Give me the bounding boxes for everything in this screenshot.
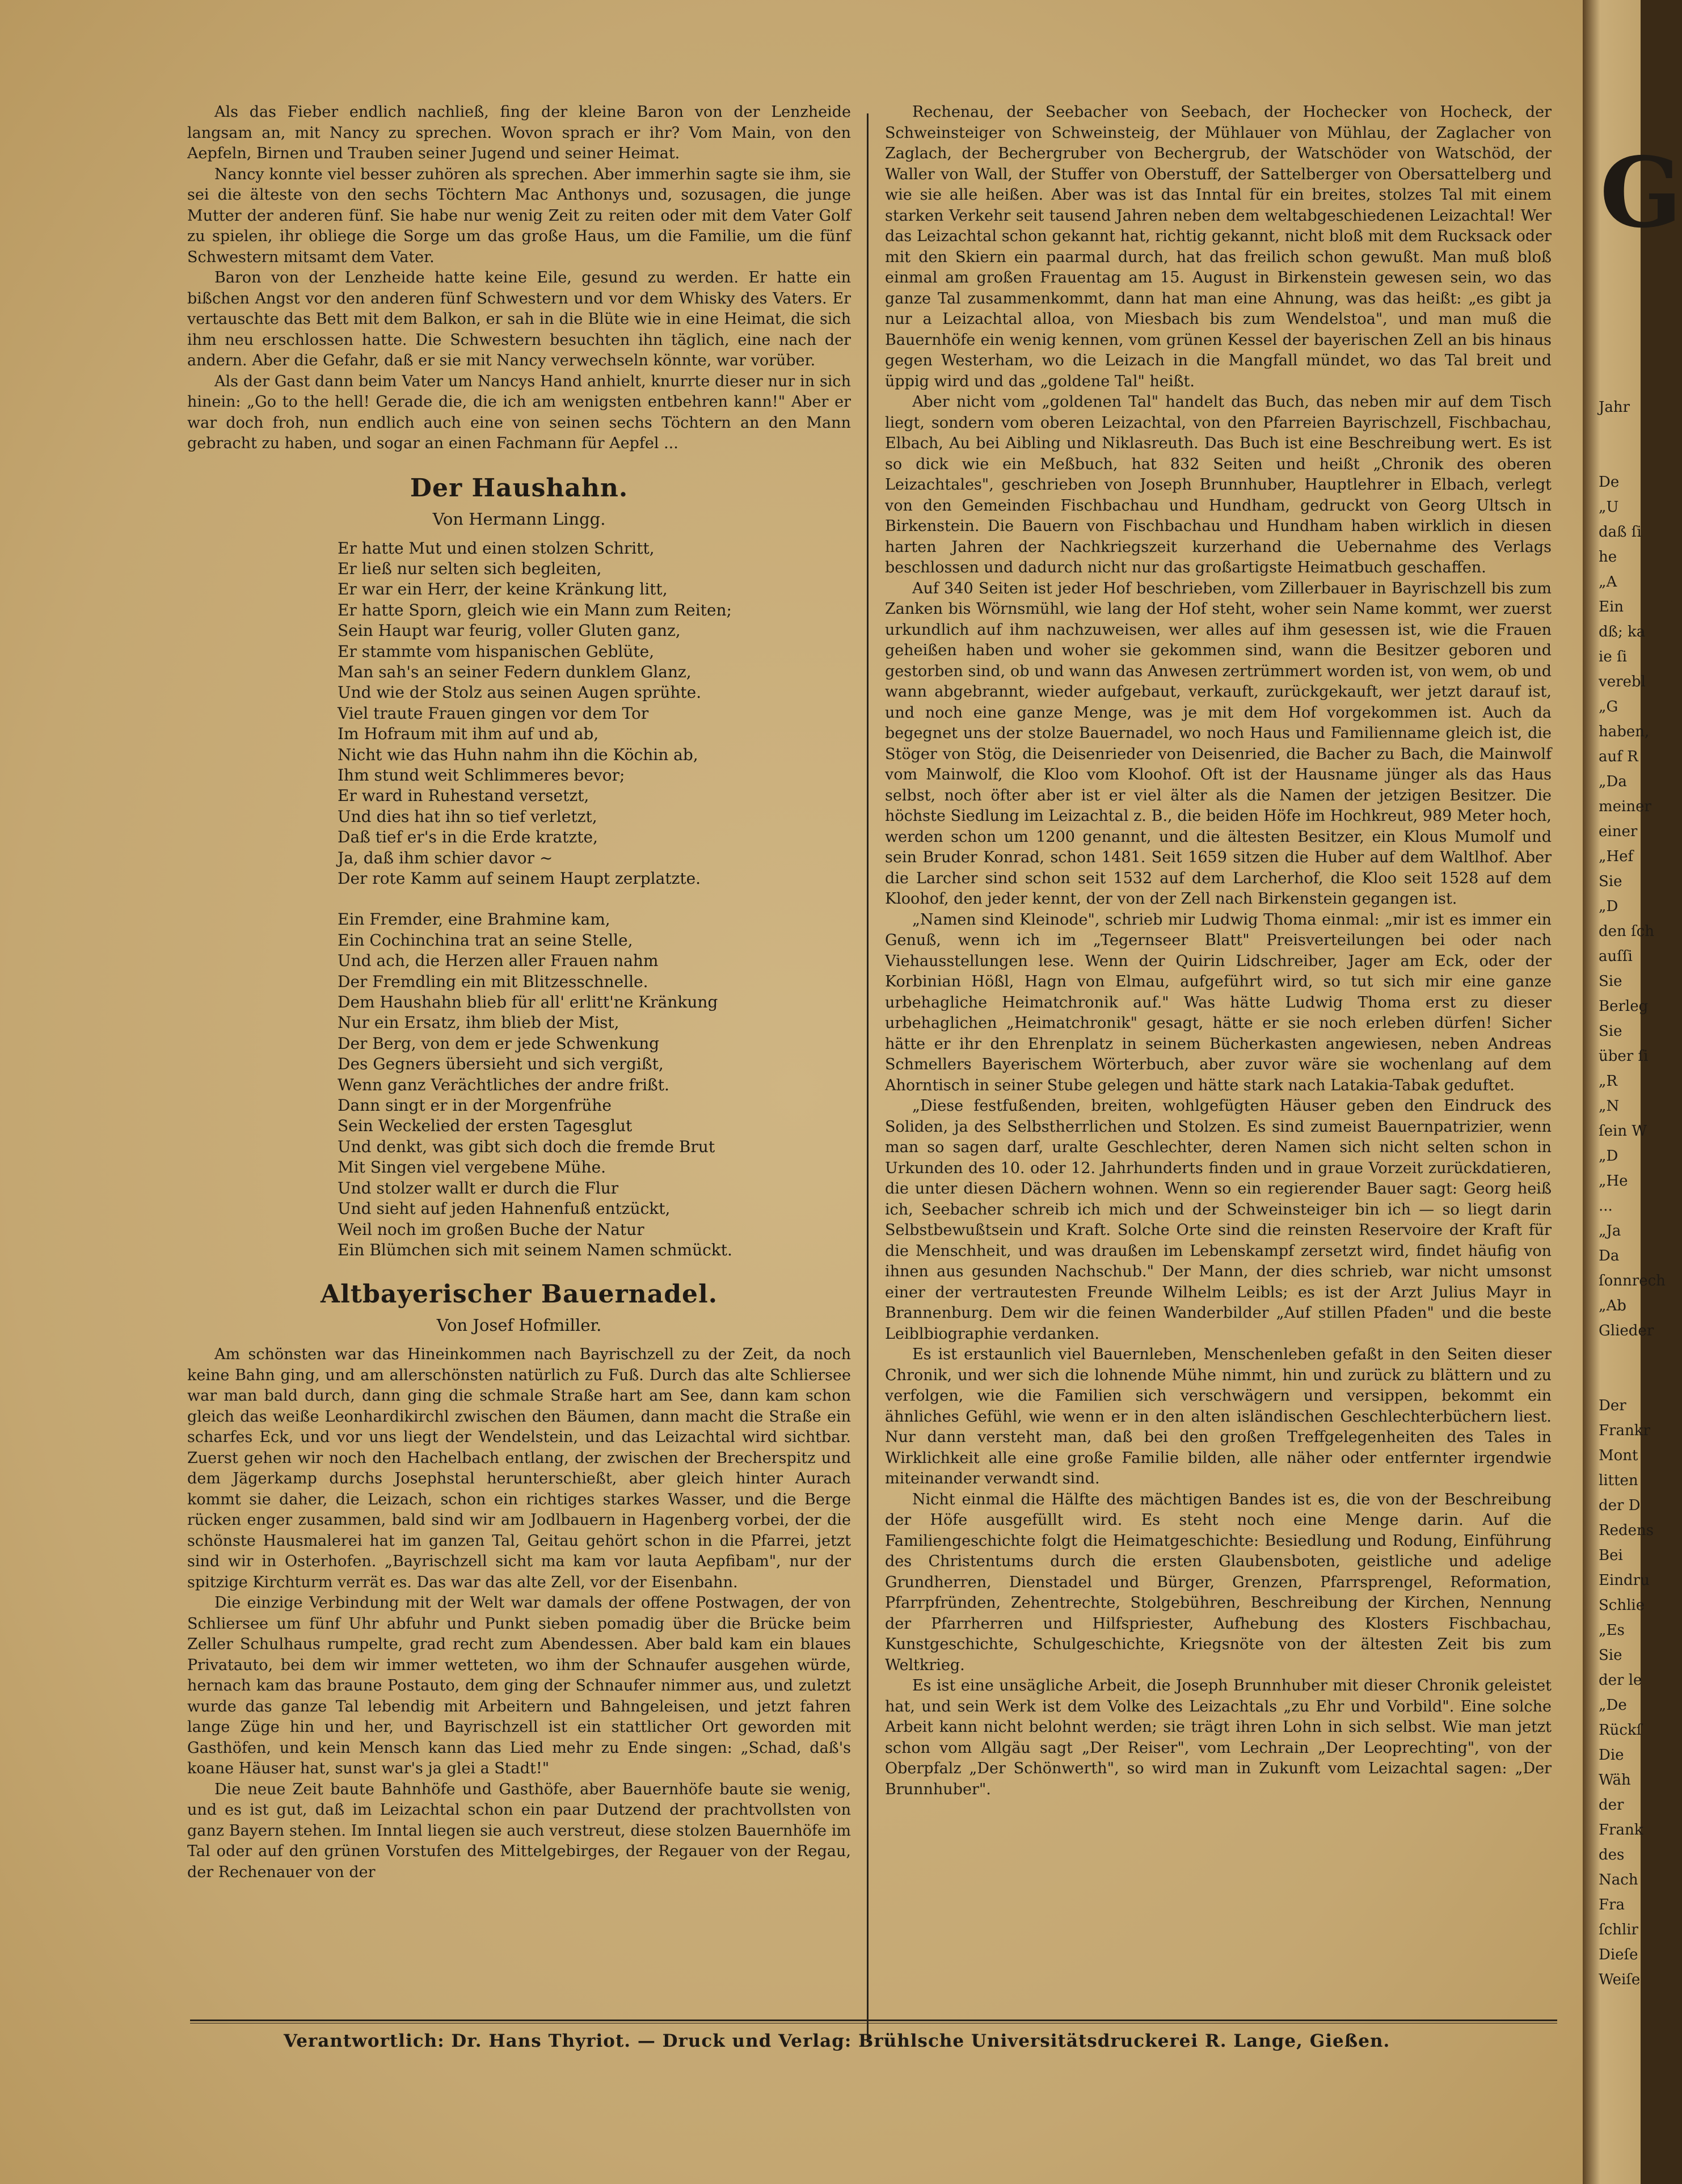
poem-line: Man sah's an seiner Federn dunklem Glanz,	[338, 662, 692, 681]
strip-line: meiner	[1599, 798, 1651, 815]
footer-rule	[190, 2019, 1557, 2021]
strip-line: ſonnrech	[1599, 1272, 1666, 1289]
strip-line: „D	[1599, 898, 1618, 915]
poem-line: Und sieht auf jeden Hahnenfuß entzückt,	[338, 1199, 671, 1219]
strip-line: haben,	[1599, 723, 1650, 740]
strip-line: Sie	[1599, 973, 1622, 990]
paragraph: Nicht einmal die Hälfte des mächtigen Bandes ist es, die von der Beschreibung der Höfe ausgefüllt wird. Es steht noch eine Menge darin. Auf die Familiengeschichte folgt die Heimatgeschichte: Besiedlung und Rodung, Einführung des Christentums durch die ersten Glaubensboten, geistliche und adelige Grundherren, Dienstadel und Bürger, Grenzen, Pfarrsprengel, Reformation, Pfarrpfründen, Zehentrechte, Stolgebühren, Beschreibung der Kirchen, Nennung der Pfarrherren und Hilfspriester, Aufhebung des Klosters Fischbachau, Kunstgeschichte, Schulgeschichte, Kriegsnöte von der ältesten Zeit bis zum Weltkrieg.	[885, 1490, 1552, 1674]
paragraph: Als das Fieber endlich nachließ, fing der kleine Baron von der Lenzheide langsam an, mit Nancy zu sprechen. Wovon sprach er ihr? Vom Main, von den Aepfeln, Birnen und Trauben seiner Jugend und seiner Heimat.	[187, 103, 851, 162]
poem-line: Im Hofraum mit ihm auf und ab,	[338, 724, 599, 744]
poem-line: Nur ein Ersatz, ihm blieb der Mist,	[338, 1013, 619, 1032]
essay-title: Altbayerischer Bauernadel.	[320, 1280, 718, 1309]
poem-line: Sein Haupt war feurig, voller Gluten ganz,	[338, 621, 681, 640]
poem-line: Er war ein Herr, der keine Kränkung litt,	[338, 580, 668, 599]
poem-line: Er stammte vom hispanischen Geblüte,	[338, 642, 655, 661]
paragraph: Es ist eine unsägliche Arbeit, die Joseph Brunnhuber mit dieser Chronik geleistet hat, und sein Werk ist dem Volke des Leizachtals „zu Ehr und Vorbild". Eine solche Arbeit kann nicht belohnt werden; sie trägt ihren Lohn in sich selbst. Wie man jetzt schon vom Allgäu sagt „Der Reiser", vom Lechrain „Der Leoprechting", von der Oberpfalz „Der Schönwerth", so wird man in Zukunft vom Leizachtal sagen: „Der Brunnhuber".	[885, 1677, 1552, 1798]
strip-line: Der	[1599, 1397, 1626, 1414]
strip-line: Sie	[1599, 1647, 1622, 1664]
poem-line: Und wie der Stolz aus seinen Augen sprühte.	[338, 683, 702, 702]
strip-line: „Hef	[1599, 848, 1634, 865]
paragraph: Es ist erstaunlich viel Bauernleben, Menschenleben gefaßt in den Seiten dieser Chronik, und wer sich die lohnende Mühe nimmt, hin und zurück zu blättern und zu verfolgen, wie die Familien sich verschwägern und versippen, bekommt ein ähnliches Gefühl, wie wenn er in den alten isländischen Geschlechterbüchern liest. Nur dann versteht man, daß bei den großen Treffgelegenheiten des Tales in Wirklichkeit alle eine große Familie bilden, alle näher oder entfernter irgendwie miteinander verwandt sind.	[885, 1346, 1552, 1487]
paragraph: Am schönsten war das Hineinkommen nach Bayrischzell zu der Zeit, da noch keine Bahn ging, und am allerschönsten natürlich zu Fuß. Durch das alte Schliersee war man bald durch, dann ging die schmale Straße hart am See, dann kam schon gleich das weiße Leonhardikirchl zwischen den Bäumen, dann macht die Straße ein scharfes Eck, und vor uns liegt der Wendelstein, und das Leizachtal wird sichtbar. Zuerst gehen wir noch den Hachelbach entlang, der zwischen der Brecherspitz und dem Jägerkamp durchs Josephstal herunterschießt, aber gleich hinter Aurach kommt sie daher, die Leizach, schon ein richtiges starkes Wasser, und die Berge rücken enger zusammen, bald sind wir am Jodlbauern in Hagenberg vorbei, der die schönste Hausmalerei hat im ganzen Tal, Geitau gehört schon in die Pfarrei, jetzt sind wir in Osterhofen. „Bayrischzell sicht ma kam vor lauta Aepfibam", nur der spitzige Kirchturm verrät es. Das war das alte Zell, vor der Eisenbahn.	[187, 1346, 851, 1591]
strip-line: über ſi	[1599, 1048, 1649, 1065]
paragraph: Auf 340 Seiten ist jeder Hof beschrieben, vom Zillerbauer in Bayrischzell bis zum Zanken bis Wörnsmühl, wie lang der Hof steht, woher sein Name kommt, wer zuerst urkundlich auf ihm nachzuweisen, wer alles auf ihm gesessen ist, wie die Frauen geheißen haben und woher sie gekommen sind, wann die Besitzer geboren und gestorben sind, ob und wann das Anwesen zertrümmert worden ist, von wem, ob und wann abgebrannt, wieder aufgebaut, verkauft, zurückgekauft, wer jetzt darauf ist, und noch eine ganze Menge, was je mit dem Hof vorgekommen ist. Auch da begegnet uns der stolze Bauernadel, wo noch Haus und Familienname gleich ist, die Stöger von Stög, die Deisenrieder von Deisenried, die Bacher zu Bach, die Mainwolf vom Mainwolf, die Kloo vom Kloohof. Oft ist der Hausname jünger als das Haus selbst, noch öfter aber ist er viel älter als die Namen der jetzigen Besitzer. Die höchste Siedlung im Leizachtal z. B., die beiden Höfe im Hochkreut, 989 Meter hoch, werden schon um 1200 genannt, und die ältesten Besitzer, ein Klous Mumolf und sein Bruder Konrad, schon 1481. Seit 1659 sitzen die Huber auf dem Waltlhof. Aber die Larcher sind schon seit 1532 auf dem Larcherhof, die Kloo seit 1528 auf dem Kloohof, den jeder kennt, der von der Zell nach Birkenstein gegangen ist.	[885, 579, 1552, 908]
paragraph: Die einzige Verbindung mit der Welt war damals der offene Postwagen, der von Schliersee um fünf Uhr abfuhr und Punkt sieben pomadig über die Brücke beim Zeller Schulhaus rumpelte, grad recht zum Abendessen. Aber bald kam ein blaues Privatauto, bei dem wir immer wetteten, wo ihm der Schnaufer ausgehen würde, hernach kam das braune Postauto, dem ging der Schnaufer nimmer aus, und zuletzt wurde das ganze Tal lebendig mit Arbeitern und Bahngeleisen, und jetzt fahren lange Züge hin und her, und Bayrischzell ist ein stattlicher Ort geworden mit Gasthöfen, und kein Mensch kann das Lied mehr zu Ende singen: „Schad, daß's koane Häuser hat, sunst war's ja glei a Stadt!"	[187, 1594, 851, 1778]
strip-line: ſchlir	[1599, 1921, 1638, 1938]
strip-line: „Da	[1599, 773, 1627, 790]
strip-line: litten	[1599, 1472, 1638, 1489]
strip-line: ...	[1599, 1198, 1613, 1215]
strip-line: Ein	[1599, 598, 1624, 615]
strip-line: verebl	[1599, 673, 1646, 690]
poem-line: Sein Weckelied der ersten Tagesglut	[338, 1116, 633, 1136]
strip-line: auf R	[1599, 748, 1638, 765]
imprint-line: Verantwortlich: Dr. Hans Thyriot. — Druck und Verlag: Brühlsche Universitätsdruckerei R. Lange, Gießen.	[284, 2031, 1390, 2051]
strip-line: des	[1599, 1846, 1625, 1863]
strip-line: Sie	[1599, 873, 1622, 890]
poem-line: Weil noch im großen Buche der Natur	[338, 1220, 644, 1239]
strip-line: „He	[1599, 1173, 1628, 1190]
strip-line: auſſi	[1599, 948, 1633, 965]
strip-line: Jahr	[1599, 399, 1630, 416]
strip-line: Weiſe	[1599, 1971, 1641, 1988]
paragraph: „Diese festfußenden, breiten, wohlgefügten Häuser geben den Eindruck des Soliden, ja des Selbstherrlichen und Stolzen. Es sind zumeist Bauernpatrizier, wenn man so sagen darf, uralte Geschlechter, deren Namen sich nicht selten schon in Urkunden des 10. oder 12. Jahrhunderts finden und in graue Vorzeit zurückdatieren, die unter diesen Dächern wohnen. Wenn so ein regierender Bauer sagt: Georg heiß ich, Seebacher schreib ich mich und der Schweinsteiger bin ich — so liegt darin Selbstbewußtsein und Kraft. Solche Orte sind die reinsten Reservoire der Kraft für die Menschheit, und was draußen im Lebenskampf zersetzt wird, findet häufig von ihnen aus gesunden Nachschub." Der Mann, der dies schrieb, war nicht umsonst einer der vertrautesten Freunde Wilhelm Leibls; es ist der Arzt Julius Mayr in Brannenburg. Dem wir die feinen Wanderbilder „Auf stillen Pfaden" und die beste Leiblbiographie verdanken.	[885, 1097, 1552, 1343]
strip-line: Die	[1599, 1747, 1624, 1764]
strip-line: „Ab	[1599, 1297, 1626, 1314]
strip-line: „U	[1599, 499, 1619, 516]
next-page-masthead-letter: G	[1600, 136, 1682, 250]
strip-line: De	[1599, 474, 1620, 491]
poem-line: Ein Blümchen sich mit seinem Namen schmückt.	[338, 1240, 732, 1259]
strip-line: Bei	[1599, 1547, 1623, 1564]
poem-line: Er ließ nur selten sich begleiten,	[338, 559, 602, 578]
paragraph: Die neue Zeit baute Bahnhöfe und Gasthöfe, aber Bauernhöfe baute sie wenig, und es ist gut, daß im Leizachtal schon ein paar Dutzend der prachtvollsten von ganz Bayern stehen. Im Inntal liegen sie auch verstreut, diese stolzen Bauernhöfe im Tal oder auf den grünen Vorstufen des Mittelgebirges, der Regauer von der Regau, der Rechenauer von der	[187, 1780, 851, 1881]
paragraph: „Namen sind Kleinode", schrieb mir Ludwig Thoma einmal: „mir ist es immer ein Genuß, wenn ich im „Tegernseer Blatt" Preisverteilungen bei oder nach Viehausstellungen lese. Wenn der Quirin Lidschreiber, Jager am Eck, oder der Korbinian Hößl, Hagn von Elmau, aufgeführt wird, so tut sich mir eine ganze urbehagliche Heimatchronik auf." Was hätte Ludwig Thoma erst zu dieser urbehaglichen „Heimatchronik" gesagt, hätte er sie noch erleben dürfen! Sicher hätte er ihr den Ehrenplatz in seinem Bücherkasten angewiesen, neben Andreas Schmellers Bayerischem Wörterbuch, aber zuvor wäre sie wochenlang auf dem Ahorntisch in seiner Stube gelegen und hätte stark nach Latakia-Tabak geduftet.	[885, 910, 1552, 1094]
strip-line: Da	[1599, 1247, 1620, 1264]
strip-line: Schlie	[1599, 1597, 1645, 1614]
poem-stanza-1	[338, 538, 851, 889]
strip-line: Mont	[1599, 1447, 1638, 1464]
strip-line: Wäh	[1599, 1772, 1631, 1789]
strip-line: „Es	[1599, 1622, 1625, 1639]
paragraph: Rechenau, der Seebacher von Seebach, der Hochecker von Hocheck, der Schweinsteiger von Schweinsteig, der Mühlauer von Mühlau, der Zaglacher von Zaglach, der Bechergruber von Bechergrub, der Watschöder von Watschöd, der Waller von Wall, der Stuffer von Oberstuff, der Sattelberger von Obersattelberg und wie sie alle heißen. Aber was ist das Inntal für ein breites, stolzes Tal mit einem starken Verkehr seit tausend Jahren neben dem weltabgeschiedenen Leizachtal! Wer das Leizachtal schon gekannt hat, richtig gekannt, nicht bloß mit dem Rucksack oder mit den Skiern ein paarmal durch, hat das freilich schon gewußt. Man muß bloß einmal am großen Frauentag am 15. August in Birkenstein gewesen sein, wo das ganze Tal zusammenkommt, dann hat man eine Ahnung, was das heißt: „es gibt ja nur a Leizachtal alloa, von Miesbach bis zum Wendelstoa", und man muß die Bauernhöfe ein wenig kennen, vom grünen Kessel der bayerischen Zell an bis hinaus gegen Westerham, wo die Leizach in die Mangfall mündet, wo das Tal breit und üppig wird und das „goldene Tal" heißt.	[885, 103, 1552, 390]
strip-line: Fra	[1599, 1896, 1625, 1913]
poem-line: Der Fremdling ein mit Blitzesschnelle.	[338, 972, 648, 991]
strip-line: „Ja	[1599, 1222, 1621, 1239]
strip-line: „D	[1599, 1148, 1618, 1165]
paragraph: Als der Gast dann beim Vater um Nancys Hand anhielt, knurrte dieser nur in sich hinein: „Go to the hell! Gerade die, die ich am wenigsten entbehren kann!" Aber er war doch froh, nun endlich auch eine von seinen sechs Töchtern an den Mann gebracht zu haben, und sogar an einen Fachmann für Aepfel ...	[187, 372, 851, 452]
strip-line: daß ſi	[1599, 524, 1642, 541]
poem-line: Wenn ganz Verächtliches der andre frißt.	[338, 1075, 669, 1094]
poem-line: Daß tief er's in die Erde kratzte,	[338, 828, 598, 847]
poem-line: Er ward in Ruhestand versetzt,	[338, 786, 589, 806]
strip-line: „R	[1599, 1073, 1618, 1090]
poem-line: Ihm stund weit Schlimmeres bevor;	[338, 765, 625, 785]
poem-line: Nicht wie das Huhn nahm ihn die Köchin ab,	[338, 745, 698, 764]
strip-line: den ſch	[1599, 923, 1654, 940]
poem-stanza-2	[338, 909, 851, 1260]
poem-line: Mit Singen viel vergebene Mühe.	[338, 1158, 606, 1177]
column-divider	[867, 113, 869, 2042]
poem-line: Dann singt er in der Morgenfrühe	[338, 1096, 612, 1115]
poem-line: Viel traute Frauen gingen vor dem Tor	[338, 703, 649, 723]
poem-line: Des Gegners übersieht und sich vergißt,	[338, 1055, 664, 1074]
strip-line: „G	[1599, 698, 1618, 715]
strip-line: Rückſ	[1599, 1722, 1642, 1739]
strip-line: Glieder	[1599, 1322, 1654, 1339]
left-column	[187, 102, 851, 1883]
paragraph: Nancy konnte viel besser zuhören als sprechen. Aber immerhin sagte sie ihm, sie sei die älteste von den sechs Töchtern Mac Anthonys und, sozusagen, die junge Mutter der anderen fünf. Sie habe nur wenig Zeit zu reiten oder mit dem Vater Golf zu spielen, ihr obliege die Sorge um das große Haus, um die Familie, um die fünf Schwestern mitsamt dem Vater.	[187, 165, 851, 266]
strip-line: he	[1599, 549, 1617, 566]
strip-line: ie ſi	[1599, 648, 1627, 665]
strip-line: Dieſe	[1599, 1946, 1638, 1963]
strip-line: der le	[1599, 1672, 1642, 1689]
strip-line: Sie	[1599, 1023, 1622, 1040]
poem-line: Und stolzer wallt er durch die Flur	[338, 1178, 619, 1198]
strip-line: dß; ka	[1599, 623, 1646, 640]
poem-line: Ein Cochinchina trat an seine Stelle,	[338, 930, 633, 950]
strip-line: „De	[1599, 1697, 1627, 1714]
poem-line: Er hatte Mut und einen stolzen Schritt,	[338, 538, 655, 558]
strip-line: „A	[1599, 574, 1617, 591]
poem-byline: Von Hermann Lingg.	[432, 509, 606, 529]
right-column	[885, 102, 1552, 1800]
strip-line: der D	[1599, 1497, 1641, 1514]
poem-line: Und denkt, was gibt sich doch die fremde Brut	[338, 1137, 715, 1156]
strip-line: Nach	[1599, 1871, 1638, 1888]
strip-line: ſein W	[1599, 1123, 1647, 1140]
essay-byline: Von Josef Hofmiller.	[436, 1316, 602, 1335]
poem-title: Der Haushahn.	[410, 473, 629, 503]
paragraph: Aber nicht vom „goldenen Tal" handelt das Buch, das neben mir auf dem Tisch liegt, sondern vom oberen Leizachtal, von den Pfarreien Bayrischzell, Fischbachau, Elbach, Au bei Aibling und Niklasreuth. Das Buch ist eine Beschreibung wert. Es ist so dick wie ein Meßbuch, hat 832 Seiten und heißt „Chronik des oberen Leizachtales", geschrieben von Joseph Brunnhuber, Hauptlehrer in Elbach, verlegt von den Gemeinden Fischbachau und Hundham, gedruckt von Georg Ultsch in Birkenstein. Die Bauern von Fischbachau und Hundham haben wirklich in diesen harten Jahren der Nachkriegszeit kurzerhand die Uebernahme des Verlags beschlossen und dadurch nicht nur das großartigste Heimatbuch geschaffen.	[885, 393, 1552, 576]
poem-line: Dem Haushahn blieb für all' erlitt'ne Kränkung	[338, 993, 718, 1012]
poem-line: Der Berg, von dem er jede Schwenkung	[338, 1034, 660, 1053]
strip-line: der	[1599, 1797, 1624, 1814]
poem-line: Ja, daß ihm schier davor ~	[338, 848, 553, 867]
strip-line: Berleg	[1599, 998, 1649, 1015]
poem-line: Er hatte Sporn, gleich wie ein Mann zum Reiten;	[338, 600, 732, 619]
poem-line: Der rote Kamm auf seinem Haupt zerplatzte.	[338, 869, 701, 888]
poem-line: Und ach, die Herzen aller Frauen nahm	[338, 951, 659, 971]
strip-line: Frankr	[1599, 1422, 1650, 1439]
poem-line: Und dies hat ihn so tief verletzt,	[338, 807, 597, 826]
strip-line: Eindru	[1599, 1572, 1650, 1589]
paragraph: Baron von der Lenzheide hatte keine Eile, gesund zu werden. Er hatte ein bißchen Angst vor den anderen fünf Schwestern und vor dem Whisky des Vaters. Er vertauschte das Bett mit dem Balkon, er sah in die Blüte wie in eine Heimat, die sich ihm neu erschlossen hatte. Die Schwestern besuchten ihn täglich, eine nach der andern. Aber die Gefahr, daß er sie mit Nancy verwechseln könnte, war vorüber.	[187, 269, 851, 369]
strip-line: Frank	[1599, 1822, 1643, 1839]
strip-line: einer	[1599, 823, 1638, 840]
poem-line: Ein Fremder, eine Brahmine kam,	[338, 910, 610, 929]
strip-line: Redens	[1599, 1522, 1654, 1539]
strip-line: „N	[1599, 1098, 1620, 1115]
